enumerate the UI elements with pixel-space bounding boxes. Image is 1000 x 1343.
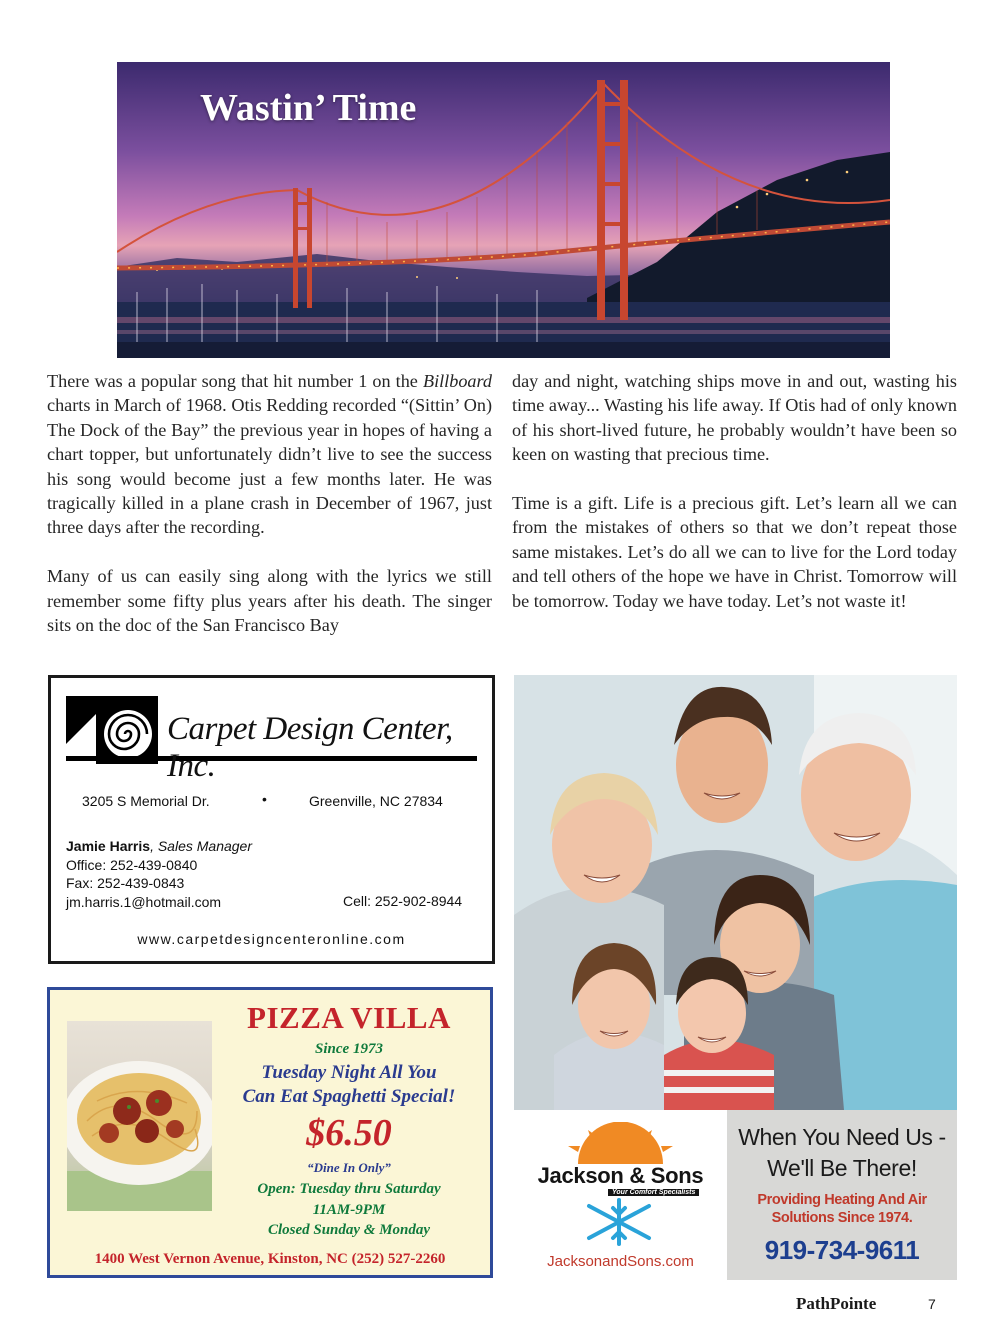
spiral-logo-icon xyxy=(66,696,158,764)
publication-name: PathPointe xyxy=(796,1294,877,1313)
jackson-tagline: Your Comfort Specialists xyxy=(608,1189,699,1196)
pizza-villa-ad[interactable] xyxy=(47,987,493,1278)
business-hours xyxy=(216,1179,482,1241)
headline-line: We'll Be There! xyxy=(767,1155,917,1181)
carpet-design-ad[interactable] xyxy=(48,675,495,964)
street-address: 3205 S Memorial Dr. xyxy=(82,793,210,809)
special-price: $6.50 xyxy=(306,1112,392,1154)
article-column-left xyxy=(47,369,492,637)
since-year: Since 1973 xyxy=(315,1041,383,1057)
family-illustration xyxy=(514,675,957,1110)
closed-days: Closed Sunday & Monday xyxy=(267,1222,431,1238)
spaghetti-photo xyxy=(67,1021,212,1211)
contact-block xyxy=(66,837,252,911)
service-line: Solutions Since 1974. xyxy=(771,1210,913,1226)
spaghetti-plate-illustration xyxy=(67,1021,212,1211)
headline-line: When You Need Us - xyxy=(738,1124,946,1150)
service-line: Providing Heating And Air xyxy=(757,1192,927,1208)
service-description xyxy=(727,1191,957,1227)
email-address[interactable]: jm.harris.1@hotmail.com xyxy=(66,893,222,910)
special-offer xyxy=(216,1061,482,1109)
contact-title: , Sales Manager xyxy=(150,838,253,854)
jackson-brand: Jackson & Sons xyxy=(537,1163,704,1188)
family-photo xyxy=(514,675,957,1110)
hero-image xyxy=(117,62,890,358)
article-text: There was a popular song that hit number 1 on the xyxy=(47,371,423,391)
article-column-right xyxy=(512,369,957,637)
article-paragraph: day and night, watching ships move in and out, wasting his time away... Wasting his life away. If Otis had of only known of his short-lived future, he probably wouldn’t have been so keen on wasting that precious time. xyxy=(512,371,957,465)
company-name: Carpet Design Center, Inc. xyxy=(167,711,453,784)
dine-in-note: “Dine In Only” xyxy=(307,1160,391,1175)
website-link[interactable]: www.carpetdesigncenteronline.com xyxy=(137,931,406,947)
article-paragraph xyxy=(47,369,492,540)
contact-name-line xyxy=(66,837,252,856)
city-address: Greenville, NC 27834 xyxy=(309,793,443,809)
restaurant-name: PIZZA VILLA xyxy=(247,1000,451,1035)
cell-phone: Cell: 252-902-8944 xyxy=(343,893,463,909)
fax-number: Fax: 252-439-0843 xyxy=(66,875,185,891)
special-line: Can Eat Spaghetti Special! xyxy=(242,1086,456,1107)
restaurant-address: 1400 West Vernon Avenue, Kinston, NC (252) 527-2260 xyxy=(94,1251,446,1267)
office-phone: Office: 252-439-0840 xyxy=(66,856,198,873)
open-hours: 11AM-9PM xyxy=(312,1201,386,1218)
page-title: Wastin’ Time xyxy=(200,87,417,129)
article-text-italic: Billboard xyxy=(422,371,492,391)
article-paragraph: Many of us can easily sing along with the lyrics we still remember some fifty plus years after his death. The singer sits on the doc of the San Francisco Bay xyxy=(47,566,492,636)
open-days: Open: Tuesday thru Saturday xyxy=(257,1181,441,1197)
jackson-sons-ad[interactable] xyxy=(514,675,957,1280)
snowflake-icon xyxy=(569,1198,669,1246)
ad-headline xyxy=(727,1122,957,1184)
carpet-logo xyxy=(66,696,158,764)
jackson-message-panel xyxy=(727,1110,957,1280)
jackson-phone[interactable]: 919-734-9611 xyxy=(764,1235,920,1265)
jackson-website[interactable]: JacksonandSons.com xyxy=(547,1253,694,1270)
article-paragraph: Time is a gift. Life is a precious gift. Let’s learn all we can from the mistakes of others so that we don’t repeat those same mistakes. Let’s do all we can to live for the Lord today and tell others of the hope we have in Christ. Tomorrow will be tomorrow. Today we have today. Let’s not waste it! xyxy=(512,493,957,611)
article-text: charts in March of 1968. Otis Redding recorded “(Sittin’ On) The Dock of the Bay” the previous year in hopes of having a chart topper, but unfortunately didn’t live to see the success his song would become just a few months later. He was tragically killed in a plane crash in December of 1967, just three days after the recording. xyxy=(47,395,492,538)
jackson-logo-panel xyxy=(514,1110,727,1280)
contact-name: Jamie Harris xyxy=(66,838,151,854)
address-separator: • xyxy=(262,791,267,807)
special-line: Tuesday Night All You xyxy=(261,1062,437,1083)
article-body xyxy=(47,369,957,637)
page-number: 7 xyxy=(928,1296,936,1312)
sun-icon xyxy=(558,1122,683,1164)
